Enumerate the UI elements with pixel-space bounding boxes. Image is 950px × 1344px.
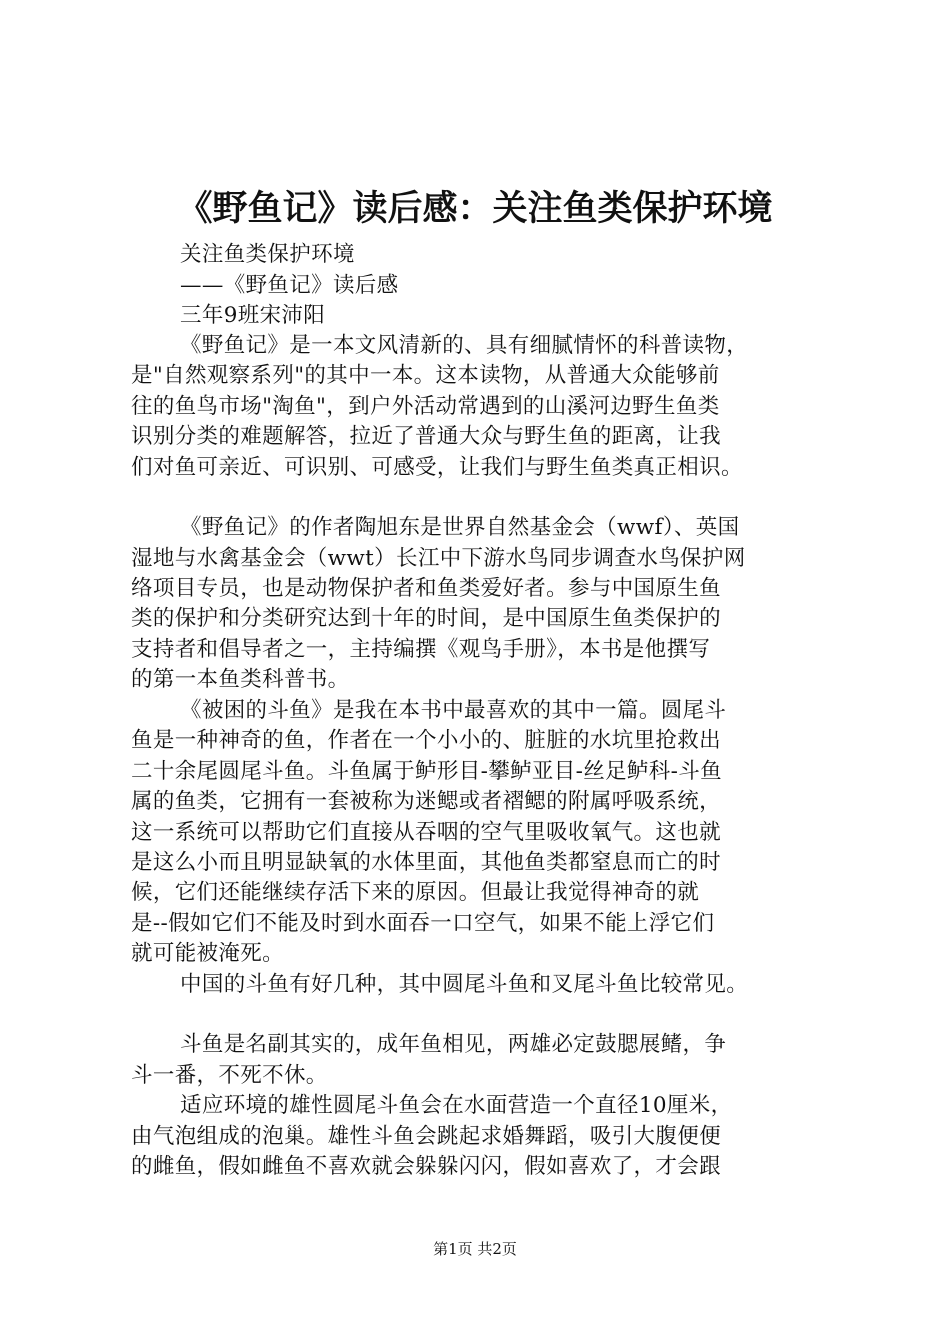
body-line: 类的保护和分类研究达到十年的时间，是中国原生鱼类保护的 bbox=[131, 606, 721, 631]
body-line: 支持者和倡导者之一，主持编撰《观鸟手册》，本书是他撰写 bbox=[131, 637, 711, 662]
body-line: 鱼是一种神奇的鱼，作者在一个小小的、脏脏的水坑里抢救出 bbox=[131, 728, 721, 753]
body-line: 往的鱼鸟市场"淘鱼"，到户外活动常遇到的山溪河边野生鱼类 bbox=[131, 394, 720, 419]
header-line: ——《野鱼记》读后感 bbox=[180, 273, 399, 298]
body-line: 《野鱼记》是一本文风清新的、具有细腻情怀的科普读物， bbox=[180, 333, 749, 358]
body-line: 由气泡组成的泡巢。雄性斗鱼会跳起求婚舞蹈，吸引大腹便便 bbox=[131, 1124, 721, 1149]
body-line: 《野鱼记》的作者陶旭东是世界自然基金会（wwf）、英国 bbox=[180, 515, 740, 540]
body-line: 属的鱼类，它拥有一套被称为迷鳃或者褶鳃的附属呼吸系统， bbox=[131, 789, 721, 814]
header-line: 关注鱼类保护环境 bbox=[180, 242, 355, 267]
body-line: 二十余尾圆尾斗鱼。斗鱼属于鲈形目-攀鲈亚目-丝足鲈科-斗鱼 bbox=[131, 759, 722, 784]
body-line: 《被困的斗鱼》是我在本书中最喜欢的其中一篇。圆尾斗 bbox=[180, 698, 727, 723]
body-line: 候，它们还能继续存活下来的原因。但最让我觉得神奇的就 bbox=[131, 880, 700, 905]
body-line: 斗鱼是名副其实的，成年鱼相见，两雄必定鼓腮展鳍，争 bbox=[180, 1032, 727, 1057]
body-line: 这一系统可以帮助它们直接从吞咽的空气里吸收氧气。这也就 bbox=[131, 820, 721, 845]
body-line: 的雌鱼，假如雌鱼不喜欢就会躲躲闪闪，假如喜欢了，才会跟 bbox=[131, 1154, 721, 1179]
body-line: 是这么小而且明显缺氧的水体里面，其他鱼类都窒息而亡的时 bbox=[131, 850, 721, 875]
body-line: 的第一本鱼类科普书。 bbox=[131, 667, 350, 692]
body-line: 就可能被淹死。 bbox=[131, 941, 284, 966]
body-line: 们对鱼可亲近、可识别、可感受，让我们与野生鱼类真正相识。 bbox=[131, 455, 743, 480]
page-title: 《野鱼记》读后感：关注鱼类保护环境 bbox=[177, 188, 773, 229]
body-line: 是"自然观察系列"的其中一本。这本读物，从普通大众能够前 bbox=[131, 363, 720, 388]
header-line: 三年9班宋沛阳 bbox=[180, 303, 326, 328]
body-line: 中国的斗鱼有好几种，其中圆尾斗鱼和叉尾斗鱼比较常见。 bbox=[180, 972, 749, 997]
body-line: 湿地与水禽基金会（wwt）长江中下游水鸟同步调查水鸟保护网 bbox=[131, 546, 746, 571]
body-line: 络项目专员，也是动物保护者和鱼类爱好者。参与中国原生鱼 bbox=[131, 576, 721, 601]
body-line: 是--假如它们不能及时到水面吞一口空气，如果不能上浮它们 bbox=[131, 911, 715, 936]
body-line: 斗一番，不死不休。 bbox=[131, 1063, 328, 1088]
body-line: 适应环境的雄性圆尾斗鱼会在水面营造一个直径10厘米， bbox=[180, 1093, 733, 1118]
page-footer: 第1页 共2页 bbox=[433, 1240, 517, 1258]
body-line: 识别分类的难题解答，拉近了普通大众与野生鱼的距离，让我 bbox=[131, 424, 721, 449]
